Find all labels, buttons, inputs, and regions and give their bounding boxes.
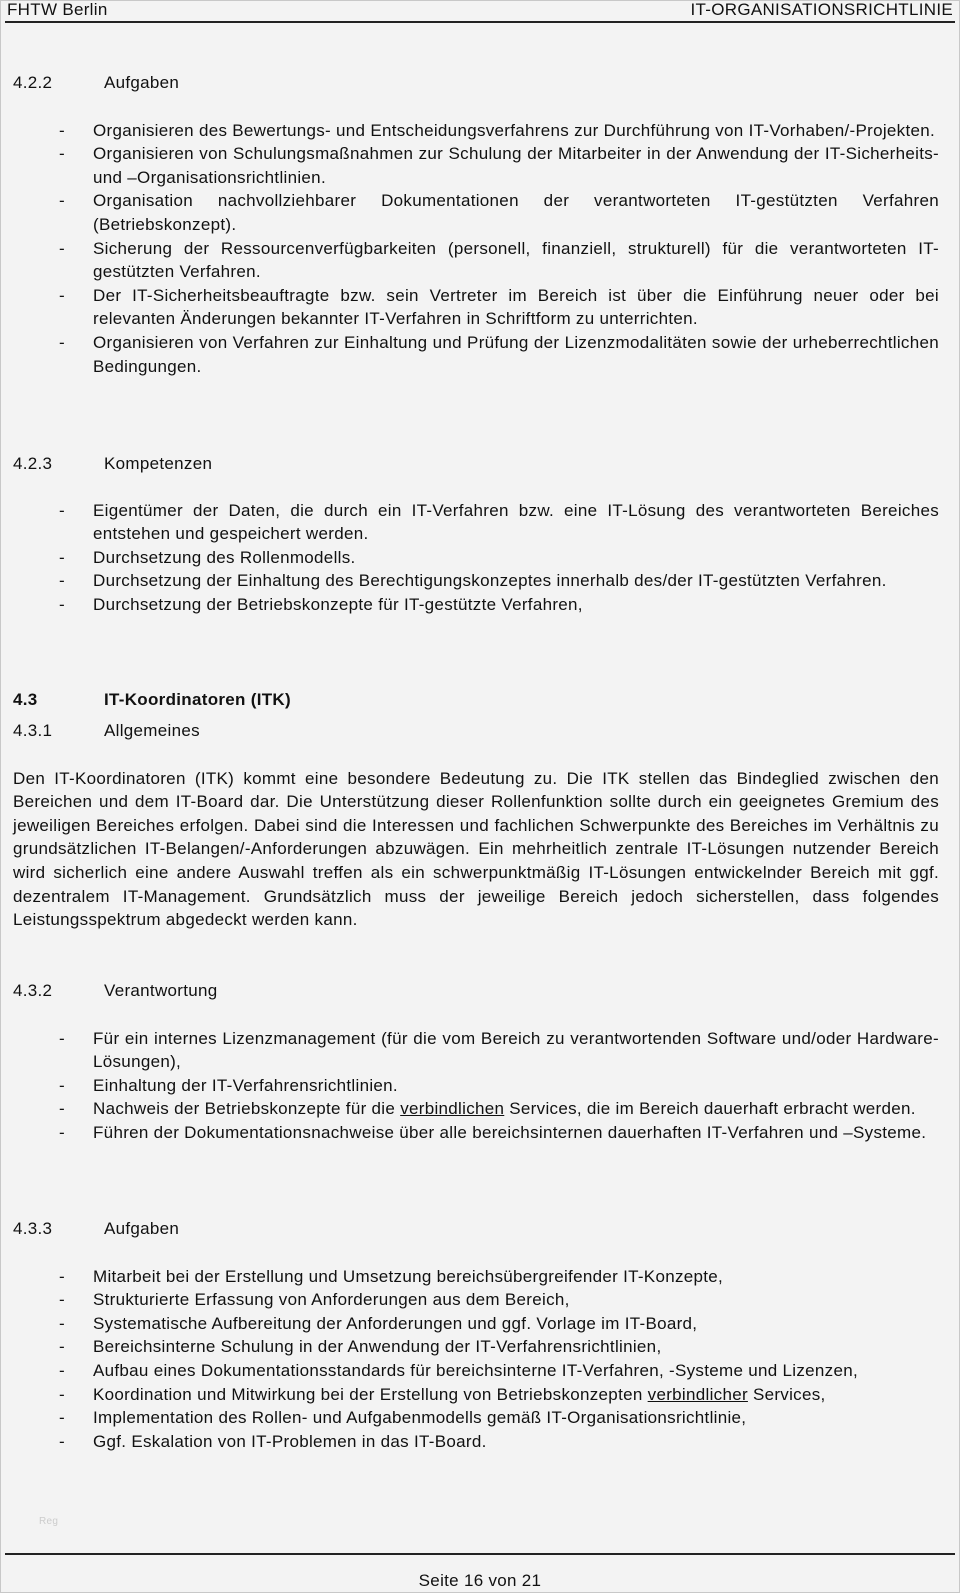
list-item: - Aufbau eines Dokumentationsstandards für bereichsinterne IT-Verfahren, -Systeme und Lizenzen, (13, 1359, 939, 1383)
section-4-3-2 (13, 979, 939, 1145)
page-number: Seite 16 von 21 (418, 1571, 542, 1590)
list-item (13, 1383, 939, 1407)
item-text: Nachweis der Betriebskonzepte für die (93, 1099, 396, 1119)
list-item: - Eigentümer der Daten, die durch ein IT-Verfahren bzw. eine IT-Lösung des verantworteten Bereiches entstehen und gespeichert werden. (13, 499, 939, 546)
section-heading (13, 71, 939, 95)
list-item: - Mitarbeit bei der Erstellung und Umsetzung bereichsübergreifender IT-Konzepte, (13, 1265, 939, 1289)
header-right: IT-ORGANISATIONSRICHTLINIE (690, 0, 953, 19)
list-item: - Ggf. Eskalation von IT-Problemen in das IT-Board. (13, 1430, 939, 1454)
section-heading (13, 688, 939, 712)
heading-number: 4.2.2 (13, 73, 53, 92)
section-heading (13, 1217, 939, 1241)
heading-title: Allgemeines (104, 721, 200, 740)
section-4-2-3 (13, 452, 939, 617)
list-item: - Systematische Aufbereitung der Anforderungen und ggf. Vorlage im IT-Board, (13, 1312, 939, 1336)
list-item: - Organisieren von Schulungsmaßnahmen zur Schulung der Mitarbeiter in der Anwendung der IT-Sicherheits- und –Organisationsrichtlinien. (13, 142, 939, 189)
heading-number: 4.3.2 (13, 981, 53, 1000)
list-item: - Organisieren des Bewertungs- und Entscheidungsverfahrens zur Durchführung von IT-Vorhaben/-Projekten. (13, 119, 939, 143)
underlined-term: verbindlichen (400, 1099, 505, 1119)
underlined-term: verbindlicher (647, 1384, 748, 1404)
list-item: - Organisation nachvollziehbarer Dokumentationen der verantworteten IT-gestützten Verfahren (Betriebskonzept). (13, 189, 939, 236)
heading-number: 4.2.3 (13, 454, 53, 473)
list-item: - Einhaltung der IT-Verfahrensrichtlinien. (13, 1074, 939, 1098)
section-4-2-2 (13, 71, 939, 378)
list-item: - Organisieren von Verfahren zur Einhaltung und Prüfung der Lizenzmodalitäten sowie der urheberrechtlichen Bedingungen. (13, 331, 939, 378)
heading-number: 4.3.3 (13, 1219, 53, 1238)
item-text: Services, die im Bereich dauerhaft erbracht werden. (504, 1099, 916, 1119)
section-heading (13, 979, 939, 1003)
heading-title: Verantwortung (104, 981, 218, 1000)
section-4-3-3 (13, 1217, 939, 1453)
footer-rule (5, 1553, 955, 1555)
list-item: - Sicherung der Ressourcenverfügbarkeiten (personell, finanziell, strukturell) für die verantworteten IT-gestützten Verfahren. (13, 237, 939, 284)
heading-title: Kompetenzen (104, 454, 213, 473)
item-text: Koordination und Mitwirkung bei der Erstellung von Betriebskonzepten (93, 1384, 643, 1404)
list-item: - Implementation des Rollen- und Aufgabenmodells gemäß IT-Organisationsrichtlinie, (13, 1406, 939, 1430)
list-item: - Durchsetzung der Betriebskonzepte für IT-gestützte Verfahren, (13, 593, 939, 617)
section-4-3 (13, 688, 939, 712)
paragraph: Den IT-Koordinatoren (ITK) kommt eine besondere Bedeutung zu. Die ITK stellen das Bindeglied zwischen den Bereichen und dem IT-Board dar. Die Unterstützung dieser Rollenfunktion sollte durch ein geeignetes Gremium des jeweiligen Bereiches erfolgen. Dabei sind die Interessen und fachlichen Schwerpunkte des Bereiches im Verhältnis zu grundsätzlichen IT-Belangen/-Anforderungen abzuwägen. Ein mehrheitlich zentrale IT-Lösungen nutzender Bereich wird sicherlich eine andere Auswahl treffen als ein schwerpunktmäßig IT-Lösungen entwickelnder Bereich mit ggf. dezentralem IT-Management. Grundsätzlich muss der jeweilige Bereich jedoch sicherstellen, dass folgendes Leistungsspektrum abgedeckt werden kann. (13, 768, 939, 930)
section-heading (13, 719, 939, 743)
list-item: - Bereichsinterne Schulung in der Anwendung der IT-Verfahrensrichtlinien, (13, 1335, 939, 1359)
faint-mark: Reg (39, 1516, 59, 1527)
header-left: FHTW Berlin (7, 0, 108, 19)
list-item: - Führen der Dokumentationsnachweise über alle bereichsinternen dauerhaften IT-Verfahren und –Systeme. (13, 1121, 939, 1145)
list-item: - Durchsetzung des Rollenmodells. (13, 546, 939, 570)
heading-title: IT-Koordinatoren (ITK) (104, 690, 291, 709)
list-item: - Strukturierte Erfassung von Anforderungen aus dem Bereich, (13, 1288, 939, 1312)
section-heading (13, 452, 939, 476)
item-text: Services, (747, 1384, 826, 1404)
heading-title: Aufgaben (104, 73, 180, 92)
list-item: - Für ein internes Lizenzmanagement (für die vom Bereich zu verantwortenden Software und/oder Hardware-Lösungen), (13, 1027, 939, 1074)
heading-title: Aufgaben (104, 1219, 180, 1238)
heading-number: 4.3 (13, 690, 38, 709)
list-item: - Durchsetzung der Einhaltung des Berechtigungskonzeptes innerhalb des/der IT-gestützten Verfahren. (13, 569, 939, 593)
list-item (13, 1097, 939, 1121)
header-rule (5, 21, 955, 23)
list-item: - Der IT-Sicherheitsbeauftragte bzw. sein Vertreter im Bereich ist über die Einführung neuer oder bei relevanten Änderungen bekannter IT-Verfahren in Schriftform zu unterrichten. (13, 284, 939, 331)
section-4-3-1 (13, 719, 939, 932)
heading-number: 4.3.1 (13, 721, 53, 740)
